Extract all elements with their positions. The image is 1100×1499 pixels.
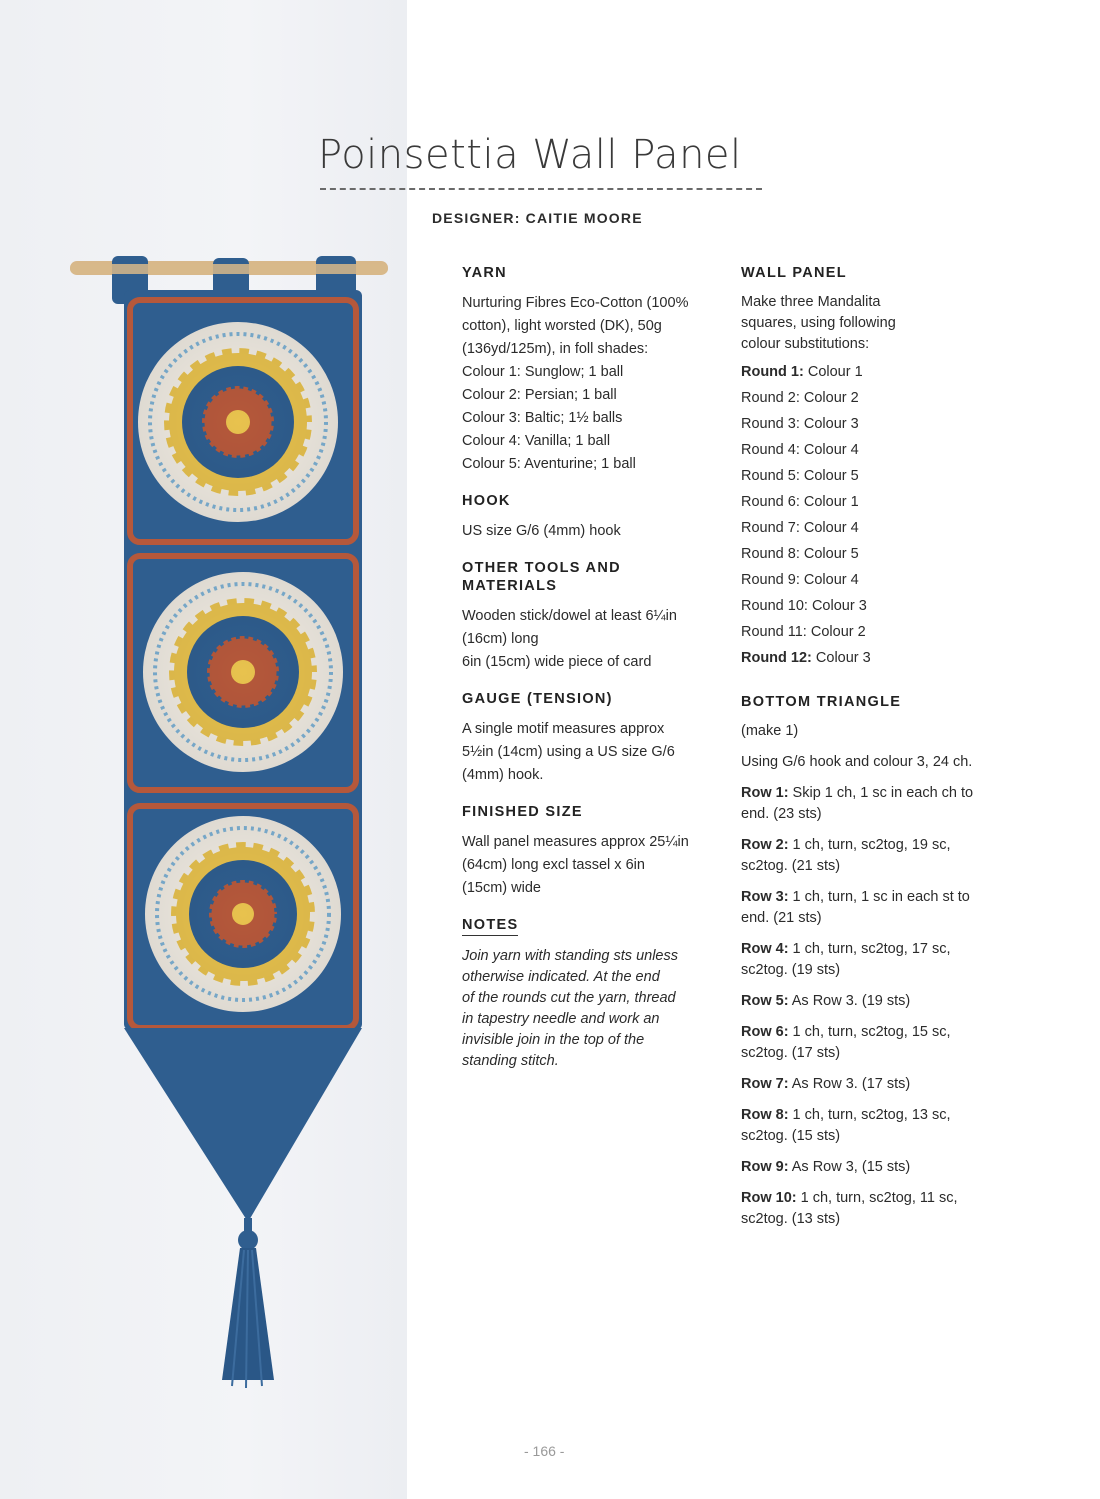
round-item bbox=[741, 619, 996, 645]
bottom-triangle-section bbox=[741, 693, 996, 1230]
wall-panel-intro bbox=[741, 292, 996, 355]
bottom-triangle-heading: BOTTOM TRIANGLE bbox=[741, 694, 902, 710]
row-label: Row 1: bbox=[741, 785, 789, 801]
rounds-list bbox=[741, 359, 996, 671]
round-item bbox=[741, 411, 996, 437]
notes-heading bbox=[462, 916, 717, 936]
row-item bbox=[741, 939, 996, 981]
wall-panel-heading: WALL PANEL bbox=[741, 265, 847, 281]
row-text: 1 ch, turn, sc2tog, 19 sc, sc2tog. (21 sts) bbox=[741, 837, 951, 874]
tools-line: Wooden stick/dowel at least 6¼in bbox=[462, 608, 677, 624]
tools-heading-line: MATERIALS bbox=[462, 578, 558, 594]
round-text: Colour 1 bbox=[799, 494, 859, 510]
round-item bbox=[741, 489, 996, 515]
gauge-line: 5½in (14cm) using a US size G/6 bbox=[462, 744, 675, 760]
round-label: Round 4: bbox=[741, 442, 800, 458]
round-label: Round 10: bbox=[741, 598, 808, 614]
round-item bbox=[741, 359, 996, 385]
wall-panel-illustration bbox=[0, 0, 407, 1499]
notes-line: otherwise indicated. At the end bbox=[462, 969, 660, 985]
notes-body bbox=[462, 946, 717, 1072]
gauge-line: A single motif measures approx bbox=[462, 721, 665, 737]
yarn-heading: YARN bbox=[462, 265, 507, 281]
bottom-triangle-setup: Using G/6 hook and colour 3, 24 ch. bbox=[741, 754, 973, 770]
row-label: Row 5: bbox=[741, 993, 789, 1009]
crochet-wall-panel-photo bbox=[0, 0, 407, 1499]
notes-section bbox=[462, 916, 717, 1072]
notes-line: of the rounds cut the yarn, thread bbox=[462, 990, 676, 1006]
row-item bbox=[741, 835, 996, 877]
bottom-triangle-make: (make 1) bbox=[741, 723, 799, 739]
yarn-line: (136yd/125m), in foll shades: bbox=[462, 341, 649, 357]
round-text: Colour 4 bbox=[799, 442, 859, 458]
gauge-section bbox=[462, 690, 717, 787]
round-item bbox=[741, 385, 996, 411]
round-label: Round 7: bbox=[741, 520, 800, 536]
row-label: Row 4: bbox=[741, 941, 789, 957]
row-label: Row 9: bbox=[741, 1159, 789, 1175]
row-label: Row 10: bbox=[741, 1190, 797, 1206]
yarn-line: Colour 2: Persian; 1 ball bbox=[462, 387, 617, 403]
row-item bbox=[741, 1022, 996, 1064]
notes-line: invisible join in the top of the bbox=[462, 1032, 645, 1048]
row-label: Row 7: bbox=[741, 1076, 789, 1092]
finished-size-line: (64cm) long excl tassel x 6in bbox=[462, 857, 645, 873]
row-item bbox=[741, 887, 996, 929]
round-item bbox=[741, 567, 996, 593]
row-item bbox=[741, 1074, 996, 1095]
finished-size-line: (15cm) wide bbox=[462, 880, 541, 896]
tools-heading bbox=[462, 559, 717, 595]
round-label: Round 8: bbox=[741, 546, 800, 562]
row-item bbox=[741, 991, 996, 1012]
tools-heading-line: OTHER TOOLS AND bbox=[462, 560, 621, 576]
row-label: Row 8: bbox=[741, 1107, 789, 1123]
tassel bbox=[222, 1218, 274, 1388]
round-text: Colour 5 bbox=[799, 468, 859, 484]
row-text: 1 ch, turn, sc2tog, 17 sc, sc2tog. (19 sts) bbox=[741, 941, 951, 978]
wall-panel-intro-line: squares, using following bbox=[741, 315, 896, 331]
round-label: Round 3: bbox=[741, 416, 800, 432]
round-item bbox=[741, 515, 996, 541]
round-text: Colour 3 bbox=[799, 416, 859, 432]
row-label: Row 6: bbox=[741, 1024, 789, 1040]
yarn-line: Colour 4: Vanilla; 1 ball bbox=[462, 433, 611, 449]
tools-section bbox=[462, 559, 717, 674]
rows-list bbox=[741, 783, 996, 1230]
round-item bbox=[741, 593, 996, 619]
right-column bbox=[741, 264, 996, 1246]
notes-line: in tapestry needle and work an bbox=[462, 1011, 660, 1027]
round-item bbox=[741, 463, 996, 489]
round-label: Round 11: bbox=[741, 624, 807, 640]
round-item bbox=[741, 437, 996, 463]
row-item bbox=[741, 1157, 996, 1178]
row-text: 1 ch, turn, 1 sc in each st to end. (21 sts) bbox=[741, 889, 970, 926]
notes-line: standing stitch. bbox=[462, 1053, 559, 1069]
row-item bbox=[741, 1188, 996, 1230]
title-divider bbox=[320, 188, 762, 190]
gauge-line: (4mm) hook. bbox=[462, 767, 544, 783]
round-label: Round 1: bbox=[741, 364, 804, 380]
page-number: - 166 - bbox=[524, 1443, 565, 1459]
round-item bbox=[741, 541, 996, 567]
round-label: Round 2: bbox=[741, 390, 800, 406]
yarn-line: Colour 3: Baltic; 1½ balls bbox=[462, 410, 623, 426]
round-text: Colour 1 bbox=[803, 364, 863, 380]
yarn-line: cotton), light worsted (DK), 50g bbox=[462, 318, 662, 334]
round-text: Colour 2 bbox=[799, 390, 859, 406]
hook-line: US size G/6 (4mm) hook bbox=[462, 523, 621, 539]
row-text: As Row 3. (19 sts) bbox=[788, 993, 911, 1009]
round-text: Colour 4 bbox=[799, 520, 859, 536]
round-text: Colour 4 bbox=[799, 572, 859, 588]
yarn-line: Colour 5: Aventurine; 1 ball bbox=[462, 456, 636, 472]
row-item bbox=[741, 1105, 996, 1147]
tools-line: 6in (15cm) wide piece of card bbox=[462, 654, 652, 670]
round-text: Colour 5 bbox=[799, 546, 859, 562]
round-item bbox=[741, 645, 996, 671]
round-text: Colour 3 bbox=[807, 598, 867, 614]
hook-section bbox=[462, 492, 717, 543]
notes-line: Join yarn with standing sts unless bbox=[462, 948, 678, 964]
round-label: Round 9: bbox=[741, 572, 800, 588]
notes-heading-text: NOTES bbox=[462, 916, 518, 936]
round-label: Round 5: bbox=[741, 468, 800, 484]
round-label: Round 12: bbox=[741, 650, 812, 666]
finished-size-line: Wall panel measures approx 25¼in bbox=[462, 834, 689, 850]
row-label: Row 2: bbox=[741, 837, 789, 853]
row-text: 1 ch, turn, sc2tog, 11 sc, sc2tog. (13 sts) bbox=[741, 1190, 958, 1227]
finished-size-heading: FINISHED SIZE bbox=[462, 804, 583, 820]
row-text: As Row 3, (15 sts) bbox=[788, 1159, 911, 1175]
row-text: As Row 3. (17 sts) bbox=[788, 1076, 911, 1092]
wall-panel-intro-line: colour substitutions: bbox=[741, 336, 870, 352]
row-text: 1 ch, turn, sc2tog, 15 sc, sc2tog. (17 sts) bbox=[741, 1024, 951, 1061]
designer-credit: DESIGNER: CAITIE MOORE bbox=[432, 210, 643, 226]
row-text: 1 ch, turn, sc2tog, 13 sc, sc2tog. (15 sts) bbox=[741, 1107, 951, 1144]
wall-panel-intro-line: Make three Mandalita bbox=[741, 294, 881, 310]
round-label: Round 6: bbox=[741, 494, 800, 510]
yarn-line: Colour 1: Sunglow; 1 ball bbox=[462, 364, 624, 380]
yarn-line: Nurturing Fibres Eco-Cotton (100% bbox=[462, 295, 689, 311]
left-column bbox=[462, 264, 717, 1088]
wall-panel-section bbox=[741, 264, 996, 671]
tools-line: (16cm) long bbox=[462, 631, 539, 647]
bottom-triangle bbox=[124, 1028, 362, 1222]
row-label: Row 3: bbox=[741, 889, 789, 905]
finished-size-section bbox=[462, 803, 717, 900]
round-text: Colour 2 bbox=[806, 624, 866, 640]
gauge-heading: GAUGE (TENSION) bbox=[462, 691, 613, 707]
round-text: Colour 3 bbox=[811, 650, 871, 666]
row-text: Skip 1 ch, 1 sc in each ch to end. (23 sts) bbox=[741, 785, 974, 822]
page-title: Poinsettia Wall Panel bbox=[318, 132, 742, 178]
row-item bbox=[741, 783, 996, 825]
hook-heading: HOOK bbox=[462, 493, 511, 509]
yarn-section bbox=[462, 264, 717, 476]
